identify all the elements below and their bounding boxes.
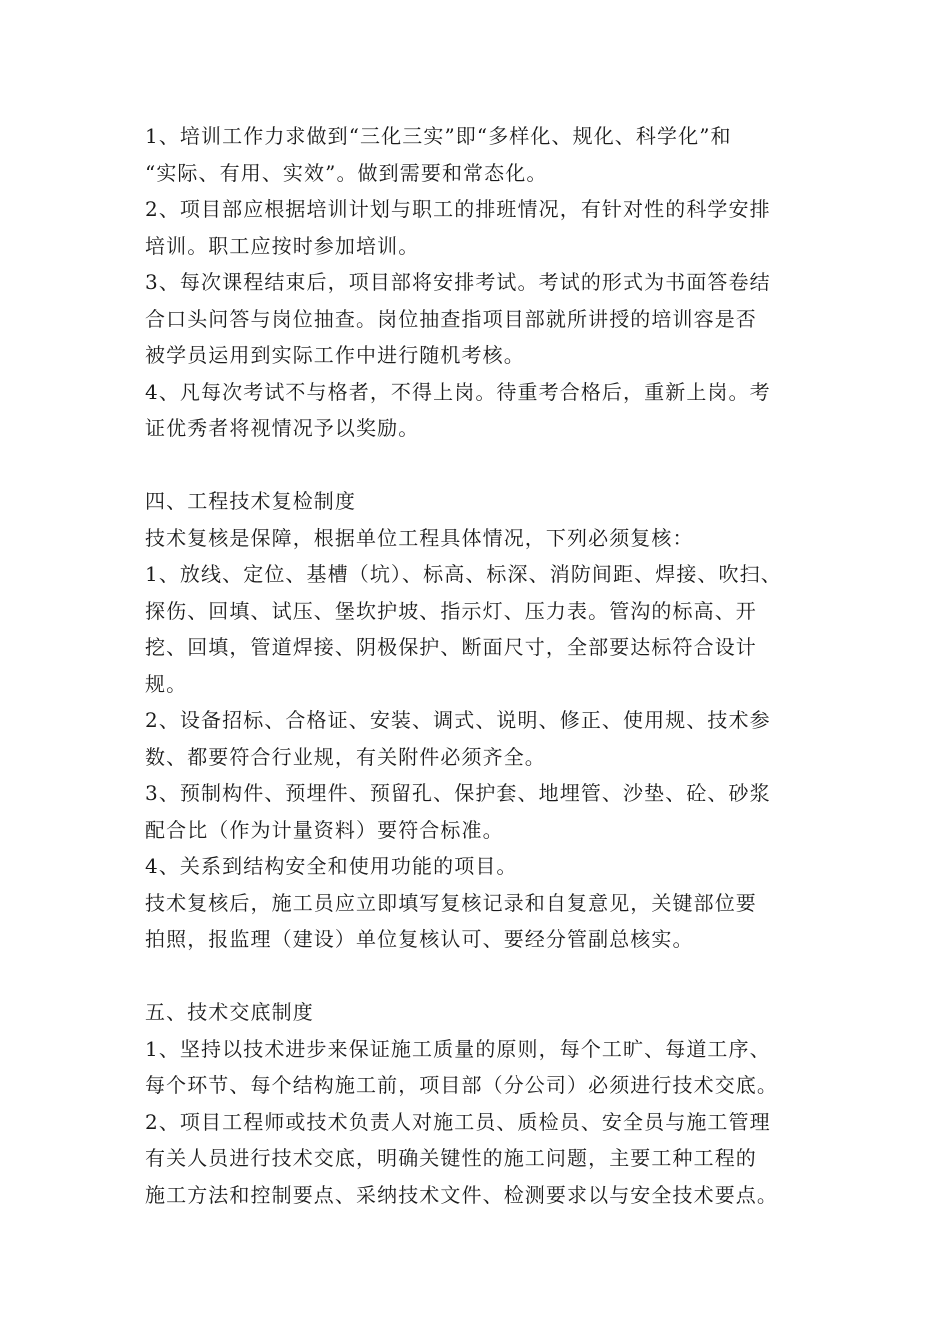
text-line: 拍照，报监理（建设）单位复核认可、要经分管副总核实。 <box>145 927 694 951</box>
section-three-item-2 <box>145 191 825 264</box>
text-line: 2、项目工程师或技术负责人对施工员、质检员、安全员与施工管理 <box>145 1109 771 1134</box>
paragraph-gap <box>145 447 825 484</box>
text-line: “实际、有用、实效”。做到需要和常态化。 <box>145 160 548 185</box>
text-line: 4、关系到结构安全和使用功能的项目。 <box>145 854 518 878</box>
text-line: 施工方法和控制要点、采纳技术文件、检测要求以与安全技术要点。 <box>145 1182 778 1207</box>
section-three-item-4 <box>145 374 825 447</box>
section-four-heading: 四、工程技术复检制度 <box>145 489 356 513</box>
text-line: 技术复核后，施工员应立即填写复核记录和自复意见，关键部位要 <box>145 890 757 915</box>
text-line: 1、放线、定位、基槽（坑）、标高、标深、消防间距、焊接、吹扫、 <box>145 562 782 586</box>
document-page <box>145 118 825 1213</box>
text-line: 规。 <box>145 671 188 696</box>
text-line: 配合比（作为计量资料）要符合标准。 <box>145 817 504 842</box>
text-line: 3、预制构件、预埋件、预留孔、保护套、地埋管、沙垫、砼、砂浆 <box>145 781 771 805</box>
text-line: 培训。职工应按时参加培训。 <box>145 233 420 258</box>
text-line: 被学员运用到实际工作中进行随机考核。 <box>145 343 525 367</box>
section-four-item-2 <box>145 702 825 775</box>
section-four-item-4 <box>145 848 825 885</box>
paragraph-gap <box>145 958 825 995</box>
text-line: 每个环节、每个结构施工前，项目部（分公司）必须进行技术交底。 <box>145 1073 778 1097</box>
section-five <box>145 994 825 1213</box>
text-line: 1、培训工作力求做到“三化三实”即“多样化、规化、科学化”和 <box>145 124 732 148</box>
section-five-heading: 五、技术交底制度 <box>145 1000 314 1024</box>
section-four-item-3 <box>145 775 825 848</box>
section-five-item-1 <box>145 1031 825 1104</box>
text-line: 2、项目部应根据培训计划与职工的排班情况，有针对性的科学安排 <box>145 197 771 221</box>
text-line: 挖、回填，管道焊接、阴极保护、断面尺寸，全部要达标符合设计 <box>145 635 757 659</box>
text-line: 2、设备招标、合格证、安装、调式、说明、修正、使用规、技术参 <box>145 708 771 732</box>
text-line: 探伤、回填、试压、堡坎护坡、指示灯、压力表。管沟的标高、开 <box>145 598 757 623</box>
text-line: 证优秀者将视情况予以奖励。 <box>145 416 420 440</box>
text-line: 4、凡每次考试不与格者，不得上岗。待重考合格后，重新上岗。考 <box>145 379 771 404</box>
section-three-item-1 <box>145 118 825 191</box>
section-four <box>145 483 825 958</box>
section-five-item-2 <box>145 1104 825 1214</box>
section-four-closing <box>145 885 825 958</box>
text-line: 有关人员进行技术交底，明确关键性的施工问题，主要工种工程的 <box>145 1146 757 1170</box>
text-line: 1、坚持以技术进步来保证施工质量的原则，每个工旷、每道工序、 <box>145 1036 771 1061</box>
text-line: 合口头问答与岗位抽查。岗位抽查指项目部就所讲授的培训容是否 <box>145 306 757 331</box>
section-four-item-1 <box>145 556 825 702</box>
section-four-intro: 技术复核是保障，根据单位工程具体情况，下列必须复核： <box>145 525 694 550</box>
section-three-item-3 <box>145 264 825 374</box>
text-line: 3、每次课程结束后，项目部将安排考试。考试的形式为书面答卷结 <box>145 270 771 294</box>
text-line: 数、都要符合行业规，有关附件必须齐全。 <box>145 744 546 769</box>
